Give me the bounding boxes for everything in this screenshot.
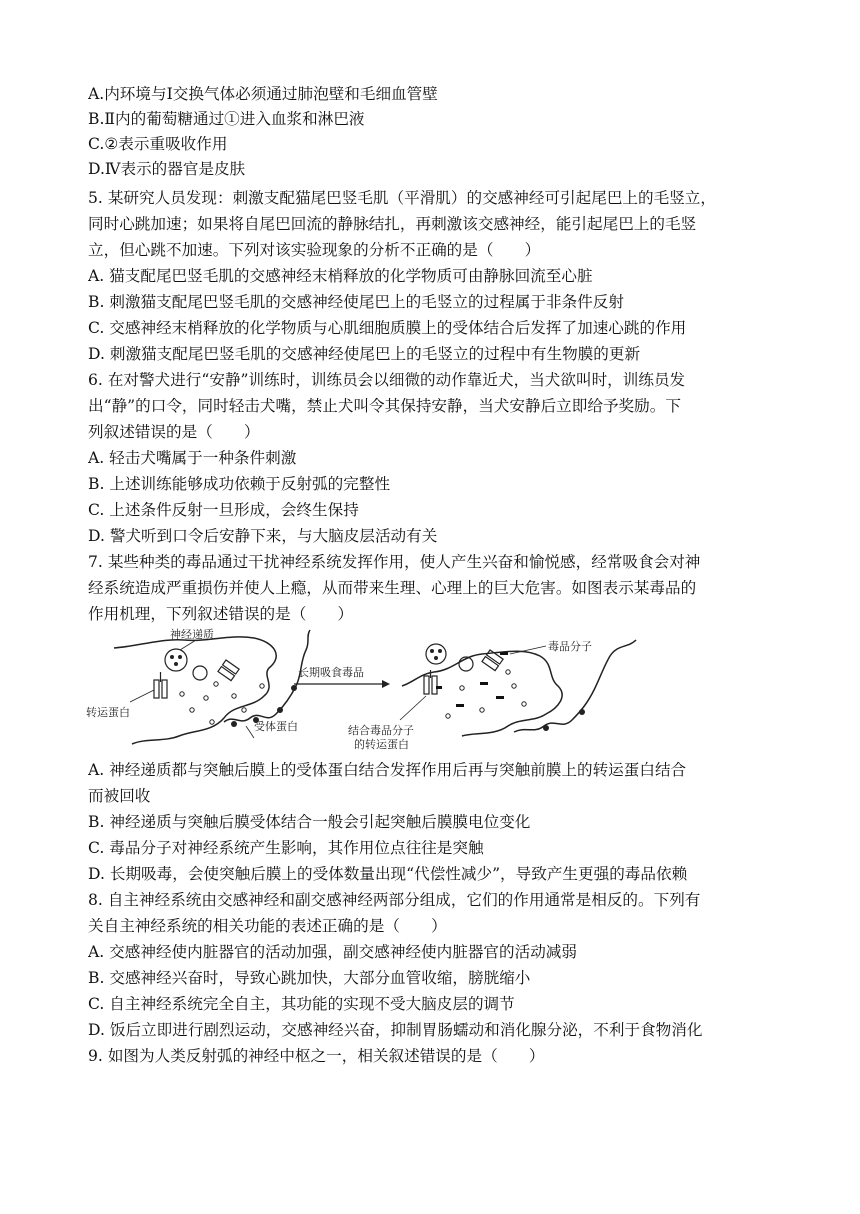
q4-option-b: B.Ⅱ内的葡萄糖通过①进入血浆和淋巴液 <box>88 110 365 128</box>
bound-transporter-icon <box>424 676 429 694</box>
q5-option-a: A. 猫支配尾巴竖毛肌的交感神经末梢释放的化学物质可由静脉回流至心脏 <box>88 267 593 285</box>
q8-option-c: C. 自主神经系统完全自主，其功能的实现不受大脑皮层的调节 <box>88 995 515 1013</box>
q6-stem-line-1: 6. 在对警犬进行“安静”训练时，训练员会以细微的动作靠近犬，当犬欲叫时，训练员发 <box>88 371 686 389</box>
q6-option-b: B. 上述训练能够成功依赖于反射弧的完整性 <box>88 475 391 493</box>
label-drug-molecule: 毒品分子 <box>548 640 592 653</box>
q8-option-d: D. 饭后立即进行剧烈运动，交感神经兴奋，抑制胃肠蠕动和消化腺分泌，不利于食物消化 <box>88 1021 703 1039</box>
q7-option-a: A. 神经递质都与突触后膜上的受体蛋白结合发挥作用后再与突触前膜上的转运蛋白结合 <box>88 761 687 779</box>
transporter-protein-icon <box>154 680 159 698</box>
q9-stem-line-1: 9. 如图为人类反射弧的神经中枢之一，相关叙述错误的是（ ） <box>88 1047 545 1065</box>
q5-option-b: B. 刺激猫支配尾巴竖毛肌的交感神经使尾巴上的毛竖立的过程属于非条件反射 <box>88 293 624 311</box>
q4-option-d: D.Ⅳ表示的器官是皮肤 <box>88 160 246 178</box>
q7-option-d: D. 长期吸毒，会使突触后膜上的受体数量出现“代偿性减少”，导致产生更强的毒品依赖 <box>88 865 688 883</box>
q6-stem-line-2: 出“静”的口令，同时轻击犬嘴，禁止犬叫令其保持安静，当犬安静后立即给予奖励。下 <box>88 397 681 415</box>
synapse-diagram <box>84 626 776 756</box>
q8-option-b: B. 交感神经兴奋时，导致心跳加快，大部分血管收缩，膀胱缩小 <box>88 969 531 987</box>
q5-stem-line-1: 5. 某研究人员发现：刺激支配猫尾巴竖毛肌（平滑肌）的交感神经可引起尾巴上的毛竖立， <box>88 189 716 207</box>
q6-stem-line-3: 列叙述错误的是（ ） <box>88 423 260 441</box>
synapse-diagram-svg <box>84 626 776 756</box>
label-neurotransmitter: 神经递质 <box>170 628 214 641</box>
q5-stem-line-3: 立，但心跳不加速。下列对该实验现象的分析不正确的是（ ） <box>88 241 541 259</box>
q7-option-a-cont: 而被回收 <box>88 787 151 805</box>
q6-option-d: D. 警犬听到口令后安静下来，与大脑皮层活动有关 <box>88 527 438 545</box>
vesicle-release-icon <box>193 666 207 680</box>
q6-option-c: C. 上述条件反射一旦形成，会终生保持 <box>88 501 359 519</box>
q6-option-a: A. 轻击犬嘴属于一种条件刺激 <box>88 449 297 467</box>
q4-option-c: C.②表示重吸收作用 <box>88 135 228 153</box>
q7-option-c: C. 毒品分子对神经系统产生影响，其作用位点往往是突触 <box>88 839 484 857</box>
label-bound-transporter-2: 的转运蛋白 <box>354 738 409 751</box>
q5-option-d: D. 刺激猫支配尾巴竖毛肌的交感神经使尾巴上的毛竖立的过程中有生物膜的更新 <box>88 345 641 363</box>
q8-stem-line-1: 8. 自主神经系统由交感神经和副交感神经两部分组成，它们的作用通常是相反的。下列有 <box>88 891 701 909</box>
left-presynaptic-membrane <box>114 637 276 744</box>
q5-stem-line-2: 同时心跳加速；如果将自尾巴回流的静脉结扎，再刺激该交感神经，能引起尾巴上的毛竖 <box>88 215 697 233</box>
q7-stem-line-2: 经系统造成严重损伤并使人上瘾，从而带来生理、心理上的巨大危害。如图表示某毒品的 <box>88 579 697 597</box>
q8-stem-line-2: 关自主神经系统的相关功能的表述正确的是（ ） <box>88 917 447 935</box>
label-transporter: 转运蛋白 <box>86 706 130 719</box>
q8-option-a: A. 交感神经使内脏器官的活动加强，副交感神经使内脏器官的活动减弱 <box>88 943 577 961</box>
label-bound-transporter-1: 结合毒品分子 <box>348 724 414 737</box>
q5-option-c: C. 交感神经末梢释放的化学物质与心肌细胞质膜上的受体结合后发挥了加速心跳的作用 <box>88 319 687 337</box>
receptor-protein-icon <box>218 660 239 681</box>
q4-option-a: A.内环境与Ⅰ交换气体必须通过肺泡壁和毛细血管壁 <box>88 85 438 103</box>
q7-stem-line-3: 作用机理，下列叙述错误的是（ ） <box>88 605 354 623</box>
q7-option-b: B. 神经递质与突触后膜受体结合一般会引起突触后膜膜电位变化 <box>88 813 531 831</box>
vesicle-icon <box>165 649 187 671</box>
q7-stem-line-1: 7. 某些种类的毒品通过干扰神经系统发挥作用，使人产生兴奋和愉悦感，经常吸食会对神 <box>88 553 701 571</box>
label-long-term-drug-use: 长期吸食毒品 <box>298 666 364 679</box>
right-vesicle-icon <box>426 644 446 664</box>
label-receptor: 受体蛋白 <box>254 720 298 733</box>
drug-molecule-icon <box>500 652 508 655</box>
